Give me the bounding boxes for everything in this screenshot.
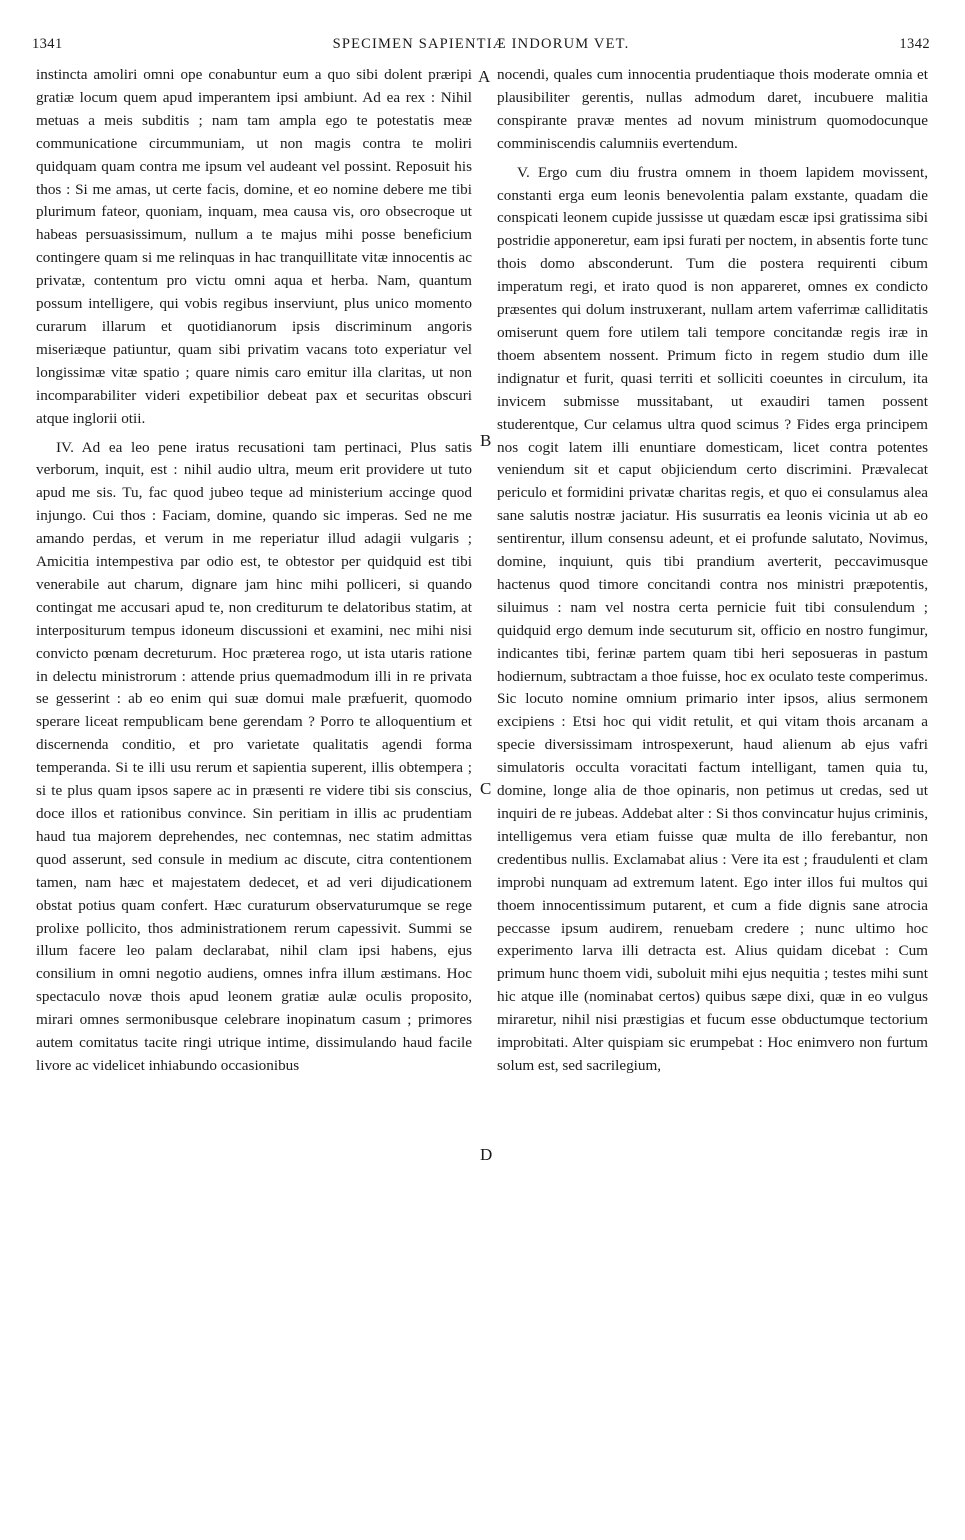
running-title: SPECIMEN SAPIENTIÆ INDORUM VET. xyxy=(332,36,630,52)
section-v-paragraph: V. Ergo cum diu frustra omnem in thoem lapidem movissent, constanti erga eum leonis benevolentia palam exstante, quadam die conspicati leonem cupide jussisse ut quædam escæ ipsi gratissima sibi postridie apponeretur, eam ipsi furati per noctem, in absentis forte tunc thois domo absconderunt. Tum die postera requirenti cibum imperatum regi, et irato quod is non appareret, omnes ex condicto præsentes qui dolum instruxerant, nullam artem vaferrimæ calliditatis omiserunt quem fore utilem tali tempore concitandæ regis iræ in thoem absentem nossent. Primum ficto in regem studio dum ille indignatur et furit, quasi territi et solliciti coeuntes in circulum, ita invicem submisse mussitabant, ut exaudiri tamen possent studerentque, Cur celamus ultra quod scimus ? Fides erga principem nos cogit latem illi enuntiare domesticam, licet contra potentes veniendum sit et caput objiciendum certo discrimini. Prævalecat periculo et formidini privatæ charitas regis, et quo ei consulamus alea sane salutis nostræ jaciatur. His susurratis ea leonis vicinia ut ab eo sentirentur, illum consensu adeunt, et ei profunde salutato, Novimus, domine, inquiunt, quis tibi prandium averterit, peccavimusque hactenus quod timore concitandi contra nos ministri præpotentis, siluimus : nam vel nostra certa pernicie fuit tibi consulendum ; quidquid ergo demum inde secuturum sit, officio en nostro fungimur, indicantes tibi, ferinæ partem quam tibi heri seposueras in pastum hodiernum, subtractam a thoe fuisse, hoc ex oculato teste comperimus. Sic locuto nomine omnium primario inter ipsos, alius sermonem excipiens : Etsi hoc qui vidit retulit, et qui vitam thois arcanam a specie diversissimam introspexerunt, haud alienum ab ejus vafri simulatoris occulta voracitati factum intelligant, tamen quia tu, domine, longe alia de thoe opinaris, non petimus ut credas, sed ut inquiri de re jubeas. Addebat alter : Si thos convincatur hujus criminis, intelligemus vera etiam fuisse quæ multa de illo ferebantur, non credentibus nullis. Exclamabat alius : Vere ita est ; fraudulenti et clam improbi nunquam ad extremum latent. Ego inter illos fui multos qui thoem innocentissimum putarent, et cum a fide dignis sane atrocia peccasse ipsum audirem, renuebam credere ; nunc ultimo hoc experimento larva illi detracta est. Alius quidam dicebat : Cum primum hunc thoem vidi, suboluit mihi ejus nequitia ; testes mihi sunt hic atque ille (nominabat certos) quibus sæpe dixi, quæ in eo vulgus miraretur, nihil nisi præstigias et fucum esse obductumque tectorium improbitati. Alter quispiam sic erumpebat : Hoc enimvero non furtum solum est, sed sacrilegium, xyxy=(497,163,928,1074)
page-number-right: 1342 xyxy=(899,36,930,52)
margin-letter-d: D xyxy=(480,1145,493,1164)
margin-letter-b: B xyxy=(480,431,492,450)
left-paragraph-continued: instincta amoliri omni ope conabuntur eum a quo sibi dolent præripi gratiæ locum quem apud imperantem ipsi ambiunt. Ad ea rex : Nihil metuas a meis subditis ; nam tam ampla ego te potestatis meæ communicatione circummuniam, ut non magis contra te moliri quidquam quam contra me ipsum vel audeant vel possint. Reposuit his thos : Si me amas, ut certe facis, domine, et eo nomine debere me tibi plurimum fateor, quoniam, inquam, mea causa vis, oro obsecroque ut habeas persuasissimum, nullum a te majus mihi posse beneficium contingere quam si me relinquas in hac tranquillitate vitæ innocentis ac privatæ, contentum pro victu omni aqua et herba. Nam, quantum possum intelligere, qui vobis regibus inserviunt, plus unico momento curarum illarum et quotidianorum ipsis discriminum angoris miseriæque patiuntur, quam sibi privatim vacans toto experiatur vel longissimæ vitæ spatio ; quare nimis caro emitur illa claritas, ut non incomparabiliter videri expetibilior debeat pax et securitas obscuri atque inglorii otii. xyxy=(36,66,472,427)
right-column xyxy=(497,64,928,1078)
margin-letter-c: C xyxy=(480,779,492,798)
right-paragraph-continued: nocendi, quales cum innocentia prudentiaque thois moderate omnia et plausibiliter gerentis, nullas admodum daret, incubuere malitia conspirante pravæ mentes ad novum ministrum quomodocunque comminiscendis calumniis evertendum. xyxy=(497,66,928,152)
running-header xyxy=(32,36,930,58)
left-column xyxy=(36,64,472,1078)
page-number-left: 1341 xyxy=(32,36,63,52)
margin-letter-a: A xyxy=(478,67,491,86)
section-iv-paragraph: IV. Ad ea leo pene iratus recusationi tam pertinaci, Plus satis verborum, inquit, est : nihil audio ultra, meum erit providere ut tuto apud me sis. Tu, fac quod jubeo teque ad ministerium accinge quod injungo. Cui thos : Faciam, domine, quando sic imperas. Sed ne me amando perdas, et verum in me reperiatur illud adagii vulgaris ; Amicitia intempestiva par odio est, te obtestor per quidquid est tibi venerabile aut charum, dignare jam hinc mihi polliceri, si quando contingat me accusari apud te, non crediturum te delatoribus statim, at interpositurum tempus idoneum discussioni et examini, nec mihi nisi convicto pœnam decreturum. Hoc præterea rogo, ut ista utaris ratione in delectu ministrorum : attende prius quemadmodum illi in re privata se gesserint : ab eo enim qui suæ domui male præfuerit, quomodo sperare liceat rempublicam bene gerendam ? Porro te alloquentium et discernenda conditio, et pro varietate qualitatis agendi forma temperanda. Si te illi usu rerum et sapientia superent, illis obtempera ; si te plus quam ipsos sapere ac in præsenti re videre tibi sis conscius, doce illos et rationibus convince. Sin peritiam in illis ac prudentiam haud tua majorem deprehendes, nec contemnas, nec statim admittas quod asserunt, sed consule in medium ac discute, citra contentionem tamen, nam hæc et majestatem dedecet, et ad veri dijudicationem obstat potius quam confert. Hæc curaturum observaturumque se rege prolixe pollicito, thos administrationem rerum capessivit. Summi se illum facere leo palam declarabat, nihil clam ipsi habens, ejus consilium in omni negotio audiens, omnes infra illum æstimans. Hoc spectaculo novæ thois apud leonem gratiæ aulæ oculis proposito, mirari omnes sermonibusque celebrare inopinatum casum ; primores autem comitatus tacite ringi utrique intime, dissimulando haud facile livore ac videlicet inhiabundo occasionibus xyxy=(36,438,472,1074)
